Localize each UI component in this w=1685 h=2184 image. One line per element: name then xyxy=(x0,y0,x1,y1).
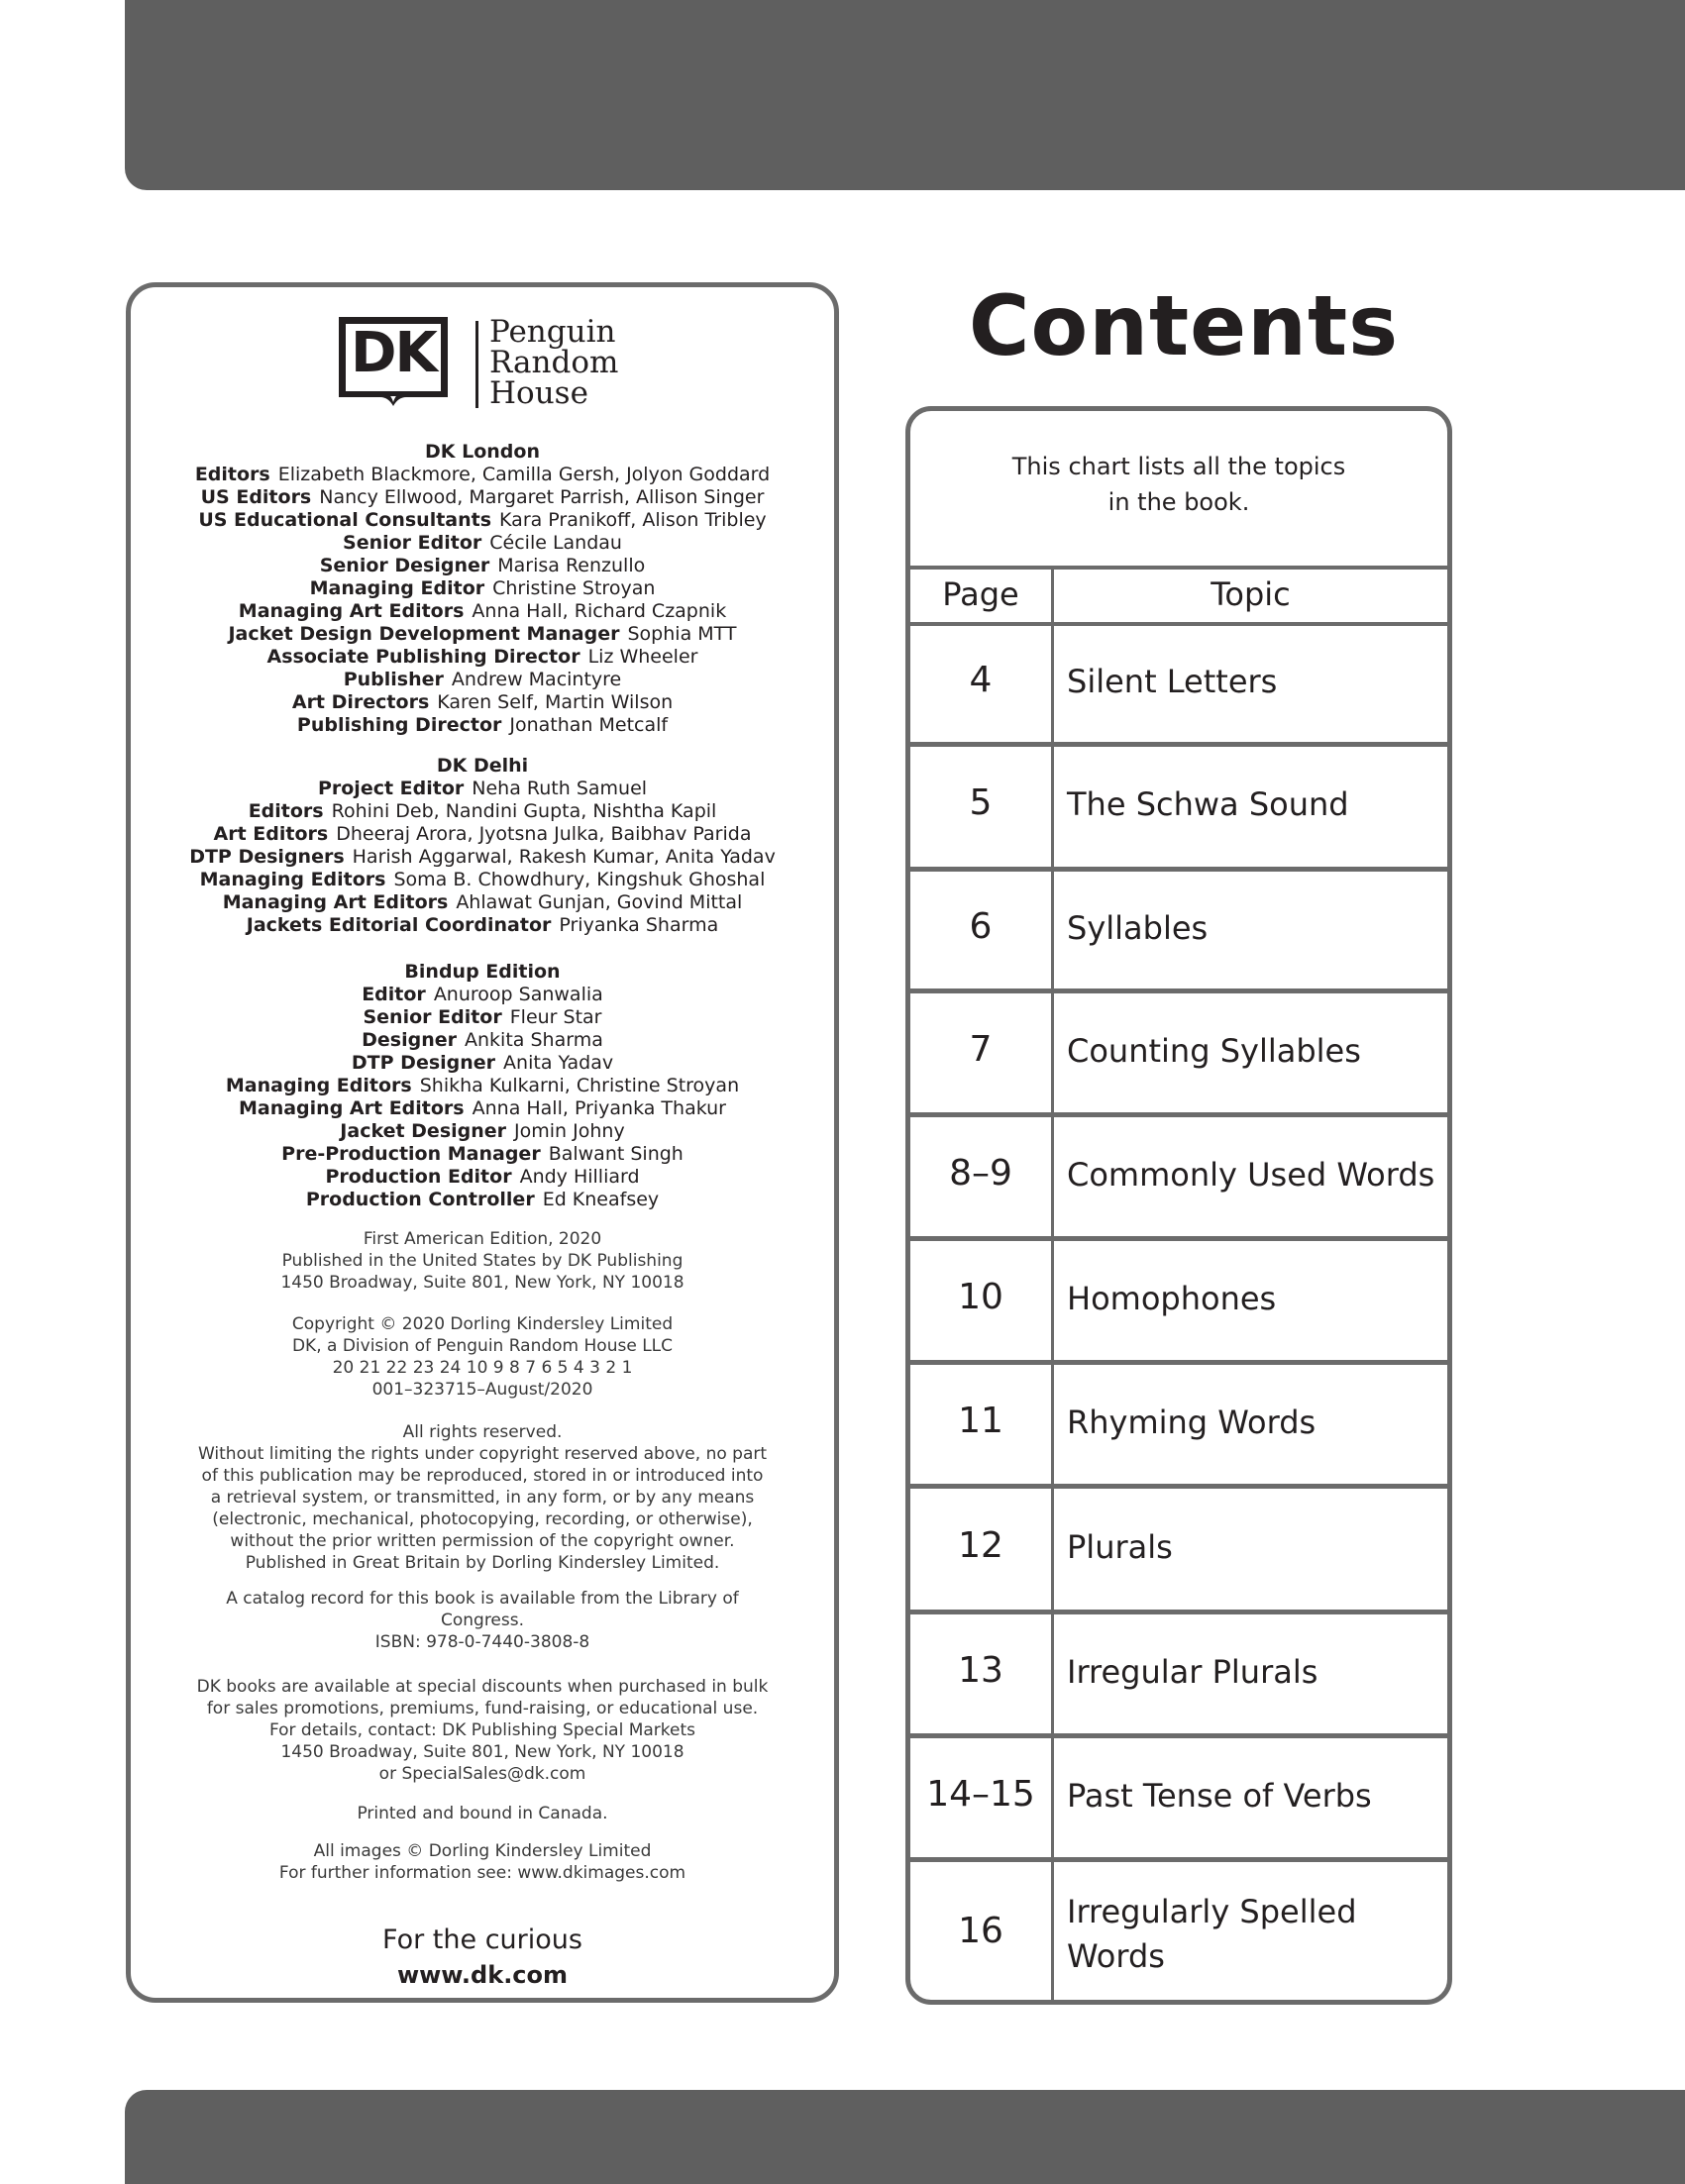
credit-row xyxy=(131,1189,834,1211)
tagline: For the curious xyxy=(382,1924,582,1955)
row-divider xyxy=(910,1610,1447,1614)
website-link[interactable]: www.dk.com xyxy=(396,1961,569,1989)
credit-names: Balwant Singh xyxy=(548,1143,684,1165)
imprint-line: 1450 Broadway, Suite 801, New York, NY 10018 xyxy=(280,1742,685,1762)
toc-topic-label[interactable]: Irregularly Spelled Words xyxy=(1067,1893,1357,1975)
prh-line: Random xyxy=(489,345,619,380)
credit-names: Fleur Star xyxy=(509,1006,602,1028)
credit-row xyxy=(131,714,834,737)
images-info xyxy=(131,1840,834,1884)
toc-topic-label[interactable]: Plurals xyxy=(1067,1527,1173,1566)
credit-row xyxy=(131,486,834,509)
credit-row xyxy=(131,509,834,532)
prh-line: Penguin xyxy=(489,314,616,350)
imprint-line: All rights reserved. xyxy=(402,1422,563,1442)
credit-row xyxy=(131,1097,834,1120)
toc-topic-label[interactable]: Rhyming Words xyxy=(1067,1403,1316,1441)
credit-role: Jacket Design Development Manager xyxy=(228,623,620,645)
toc-topic-label[interactable]: Commonly Used Words xyxy=(1067,1155,1435,1194)
imprint-line: 001–323715–August/2020 xyxy=(371,1380,593,1400)
credit-role: Managing Art Editors xyxy=(238,1097,465,1119)
credit-names: Ahlawat Gunjan, Govind Mittal xyxy=(456,891,743,913)
row-divider xyxy=(910,867,1447,872)
imprint-line: Copyright © 2020 Dorling Kindersley Limited xyxy=(291,1314,674,1334)
toc-topic-label[interactable]: Counting Syllables xyxy=(1067,1031,1361,1070)
dk-logo-text: DK xyxy=(351,321,436,385)
toc-page-number: 16 xyxy=(958,1911,1003,1951)
page-title: Contents xyxy=(968,277,1400,374)
header-top-rule xyxy=(910,566,1447,570)
credit-role: US Editors xyxy=(200,486,312,508)
credit-row xyxy=(131,1029,834,1052)
catalog-info xyxy=(131,1588,834,1653)
imprint-line: a retrieval system, or transmitted, in any form, or by any means xyxy=(210,1488,755,1508)
credit-row xyxy=(131,869,834,891)
credit-role: Pre-Production Manager xyxy=(281,1143,541,1165)
credit-role: Publishing Director xyxy=(296,714,502,736)
imprint-line: 20 21 22 23 24 10 9 8 7 6 5 4 3 2 1 xyxy=(332,1358,633,1378)
imprint-line: All images © Dorling Kindersley Limited xyxy=(313,1841,652,1861)
credit-names: Neha Ruth Samuel xyxy=(472,778,648,799)
credit-role: US Educational Consultants xyxy=(198,509,492,531)
credit-names: Anuroop Sanwalia xyxy=(433,984,603,1005)
toc-page-number: 8–9 xyxy=(949,1152,1012,1194)
imprint-line: Published in the United States by DK Publishing xyxy=(281,1251,684,1271)
toc-page-number: 12 xyxy=(958,1524,1003,1566)
credit-role: Art Directors xyxy=(291,691,430,713)
credit-role: Jackets Editorial Coordinator xyxy=(246,914,552,936)
credit-row xyxy=(131,846,834,869)
credit-role: Publisher xyxy=(343,669,444,690)
logo-divider xyxy=(475,321,478,408)
imprint-line: DK books are available at special discounts when purchased in bulk xyxy=(196,1677,769,1697)
header-bottom-rule xyxy=(910,622,1447,626)
credit-names: Harish Aggarwal, Rakesh Kumar, Anita Yadav xyxy=(352,846,776,868)
dk-logo xyxy=(339,317,448,408)
credits-dk-london xyxy=(131,441,834,737)
credit-role: Managing Art Editors xyxy=(222,891,449,913)
row-divider xyxy=(910,1857,1447,1862)
sales-info xyxy=(131,1676,834,1785)
toc-page-number: 7 xyxy=(969,1028,993,1070)
imprint-line: A catalog record for this book is available from the Library of xyxy=(226,1589,739,1609)
column-header-topic: Topic xyxy=(1211,575,1291,613)
credit-role: Project Editor xyxy=(317,778,465,799)
row-divider xyxy=(910,1484,1447,1489)
credit-role: Editor xyxy=(362,984,426,1005)
toc-topic-label[interactable]: The Schwa Sound xyxy=(1067,785,1349,823)
credit-row xyxy=(131,1052,834,1075)
credits-heading: DK London xyxy=(425,441,540,463)
credit-row xyxy=(131,891,834,914)
intro-line: in the book. xyxy=(1107,488,1250,516)
credit-names: Andrew Macintyre xyxy=(451,669,622,690)
header-band xyxy=(125,0,1685,190)
credit-row xyxy=(131,823,834,846)
credit-row xyxy=(131,623,834,646)
toc-page-number: 14–15 xyxy=(926,1773,1035,1815)
credit-names: Shikha Kulkarni, Christine Stroyan xyxy=(419,1075,740,1096)
credit-role: Senior Editor xyxy=(363,1006,502,1028)
toc-topic-label[interactable]: Syllables xyxy=(1067,908,1209,947)
row-divider xyxy=(910,742,1447,747)
credit-names: Sophia MTT xyxy=(627,623,737,645)
toc-topic-label[interactable]: Past Tense of Verbs xyxy=(1067,1776,1372,1815)
credit-names: Soma B. Chowdhury, Kingshuk Ghoshal xyxy=(393,869,766,890)
imprint-line: (electronic, mechanical, photocopying, recording, or otherwise), xyxy=(212,1509,753,1529)
prh-line: House xyxy=(489,375,588,411)
credit-row xyxy=(131,1006,834,1029)
credit-role: Senior Editor xyxy=(343,532,482,554)
credit-role: DTP Designer xyxy=(351,1052,496,1074)
credit-role: Managing Art Editors xyxy=(238,600,465,622)
toc-page-number: 11 xyxy=(958,1400,1003,1441)
credit-names: Jomin Johny xyxy=(514,1120,625,1142)
column-header-page: Page xyxy=(942,575,1019,613)
toc-page-number: 6 xyxy=(969,905,993,947)
credit-role: Senior Designer xyxy=(319,555,490,576)
imprint-line: For further information see: www.dkimages.com xyxy=(278,1863,686,1883)
credit-names: Ankita Sharma xyxy=(465,1029,603,1051)
penguin-random-house-logo xyxy=(489,314,619,411)
credits-bindup-edition xyxy=(131,961,834,1211)
credit-role: Production Controller xyxy=(305,1189,535,1210)
credit-names: Jonathan Metcalf xyxy=(509,714,669,736)
footer-band xyxy=(125,2090,1685,2184)
credit-names: Ed Kneafsey xyxy=(542,1189,660,1210)
credit-row xyxy=(131,1143,834,1166)
printed-info xyxy=(131,1803,834,1824)
credits-heading: DK Delhi xyxy=(436,755,529,777)
credit-names: Andy Hilliard xyxy=(519,1166,640,1188)
credit-row xyxy=(131,577,834,600)
credit-row xyxy=(131,914,834,937)
contents-table xyxy=(905,406,1452,2005)
imprint-line: Congress. xyxy=(440,1611,525,1630)
credit-role: Production Editor xyxy=(325,1166,512,1188)
imprint-line: Published in Great Britain by Dorling Kindersley Limited. xyxy=(245,1553,720,1573)
credit-role: Managing Editor xyxy=(309,577,485,599)
credit-names: Priyanka Sharma xyxy=(559,914,719,936)
credit-names: Elizabeth Blackmore, Camilla Gersh, Jolyon Goddard xyxy=(277,464,771,485)
row-divider xyxy=(910,1236,1447,1241)
toc-topic-label[interactable]: Homophones xyxy=(1067,1279,1277,1317)
credit-role: Designer xyxy=(362,1029,458,1051)
toc-topic-label[interactable]: Irregular Plurals xyxy=(1067,1652,1318,1691)
credit-row xyxy=(131,464,834,486)
credit-role: Editors xyxy=(248,800,324,822)
credits-heading: Bindup Edition xyxy=(404,961,561,983)
toc-page-number: 4 xyxy=(969,659,993,700)
credit-names: Cécile Landau xyxy=(489,532,622,554)
imprint-line: DK, a Division of Penguin Random House LLC xyxy=(291,1336,674,1356)
imprint-line: Printed and bound in Canada. xyxy=(357,1804,608,1823)
credit-names: Rohini Deb, Nandini Gupta, Nishtha Kapil xyxy=(331,800,717,822)
edition-info xyxy=(131,1228,834,1294)
row-divider xyxy=(910,1733,1447,1738)
column-divider xyxy=(1051,570,1054,2005)
toc-page-number: 10 xyxy=(958,1276,1003,1317)
rights-info xyxy=(131,1421,834,1574)
imprint-line: without the prior written permission of the copyright owner. xyxy=(230,1531,735,1551)
credit-role: Jacket Designer xyxy=(340,1120,507,1142)
imprint-line: Without limiting the rights under copyright reserved above, no part xyxy=(197,1444,768,1464)
credit-names: Anna Hall, Richard Czapnik xyxy=(472,600,727,622)
credit-names: Nancy Ellwood, Margaret Parrish, Allison Singer xyxy=(319,486,765,508)
credit-role: Managing Editors xyxy=(225,1075,412,1096)
credit-row xyxy=(131,1075,834,1097)
toc-page-number: 13 xyxy=(958,1649,1003,1691)
credit-names: Dheeraj Arora, Jyotsna Julka, Baibhav Parida xyxy=(336,823,752,845)
imprint-line: or SpecialSales@dk.com xyxy=(378,1764,586,1784)
imprint-line: of this publication may be reproduced, stored in or introduced into xyxy=(201,1466,764,1486)
imprint-line: ISBN: 978-0-7440-3808-8 xyxy=(374,1632,590,1652)
credit-row xyxy=(131,669,834,691)
credit-names: Christine Stroyan xyxy=(492,577,656,599)
imprint-line: for sales promotions, premiums, fund-raising, or educational use. xyxy=(206,1699,759,1718)
credit-names: Anna Hall, Priyanka Thakur xyxy=(472,1097,726,1119)
copyright-info xyxy=(131,1313,834,1401)
credit-row xyxy=(131,778,834,800)
intro-line: This chart lists all the topics xyxy=(1011,453,1346,480)
credit-names: Marisa Renzullo xyxy=(497,555,646,576)
credit-row xyxy=(131,555,834,577)
credit-row xyxy=(131,1120,834,1143)
credits-dk-delhi xyxy=(131,755,834,937)
credit-role: Managing Editors xyxy=(199,869,386,890)
credit-names: Karen Self, Martin Wilson xyxy=(437,691,674,713)
imprint-line: First American Edition, 2020 xyxy=(363,1229,602,1249)
credit-row xyxy=(131,1166,834,1189)
book-icon xyxy=(339,392,448,406)
publisher-logo xyxy=(339,314,646,411)
credit-row xyxy=(131,984,834,1006)
row-divider xyxy=(910,1112,1447,1117)
credit-row xyxy=(131,691,834,714)
imprint-line: 1450 Broadway, Suite 801, New York, NY 10018 xyxy=(280,1273,685,1293)
credit-row xyxy=(131,600,834,623)
row-divider xyxy=(910,988,1447,993)
credit-role: Associate Publishing Director xyxy=(266,646,580,668)
credit-names: Kara Pranikoff, Alison Tribley xyxy=(499,509,767,531)
contents-intro xyxy=(910,449,1447,520)
imprint-line: For details, contact: DK Publishing Special Markets xyxy=(268,1720,696,1740)
credit-row xyxy=(131,646,834,669)
credits-panel xyxy=(126,282,839,2003)
credit-row xyxy=(131,800,834,823)
credit-names: Anita Yadav xyxy=(503,1052,614,1074)
toc-topic-label[interactable]: Silent Letters xyxy=(1067,662,1278,700)
toc-page-number: 5 xyxy=(969,782,993,823)
credit-role: Editors xyxy=(194,464,270,485)
credit-role: Art Editors xyxy=(213,823,329,845)
credit-names: Liz Wheeler xyxy=(587,646,698,668)
credit-row xyxy=(131,532,834,555)
credit-role: DTP Designers xyxy=(189,846,345,868)
row-divider xyxy=(910,1360,1447,1365)
